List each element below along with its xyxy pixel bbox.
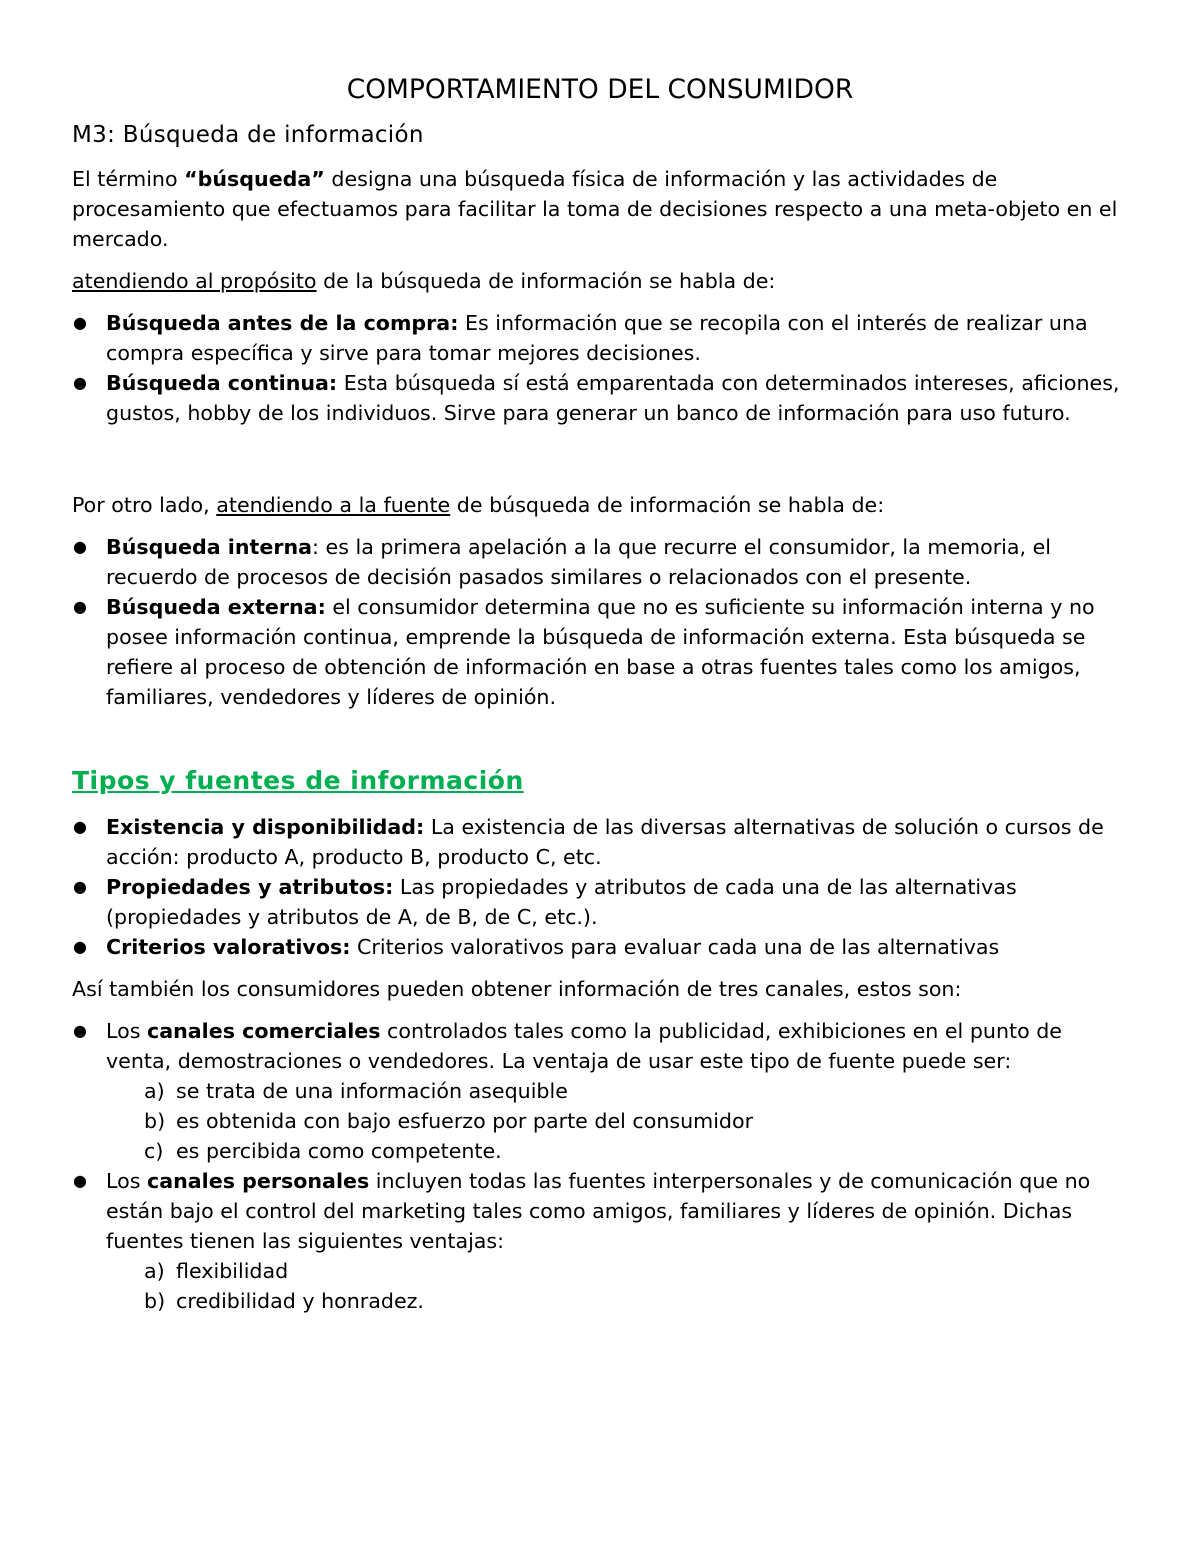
item-text: Las propiedades y atributos de cada una de las alternativas (propiedades y atributos de A, de B, de C, etc.).	[106, 875, 1017, 929]
item-term: Propiedades y atributos:	[106, 875, 394, 899]
bullet-icon: ●	[73, 1021, 87, 1040]
item-text: La existencia de las diversas alternativas de solución o cursos de acción: producto A, producto B, producto C, etc.	[106, 815, 1104, 869]
item-text: flexibilidad	[176, 1259, 289, 1283]
blank-line	[72, 440, 1128, 490]
item-letter: a)	[144, 1079, 165, 1103]
item-term: Criterios valorativos:	[106, 935, 351, 959]
item-term: Búsqueda continua:	[106, 371, 338, 395]
item-term: canales comerciales	[147, 1019, 381, 1043]
bullet-icon: ●	[73, 313, 87, 332]
list-item	[72, 532, 1128, 592]
item-letter: b)	[144, 1289, 166, 1313]
intro-term: “búsqueda”	[184, 167, 325, 191]
purpose-list	[72, 308, 1128, 428]
source-rest: de búsqueda de información se habla de:	[450, 493, 885, 517]
item-term: Búsqueda interna	[106, 535, 313, 559]
source-before: Por otro lado,	[72, 493, 217, 517]
list-item	[144, 1106, 1128, 1136]
channels-list	[72, 1016, 1128, 1316]
types-list	[72, 812, 1128, 962]
list-item	[72, 368, 1128, 428]
intro-before: El término	[72, 167, 185, 191]
list-item	[72, 812, 1128, 872]
item-letter: c)	[144, 1139, 164, 1163]
bullet-icon: ●	[73, 817, 87, 836]
bullet-icon: ●	[73, 937, 87, 956]
item-text: credibilidad y honradez.	[176, 1289, 424, 1313]
bullet-icon: ●	[73, 1171, 87, 1190]
item-text: el consumidor determina que no es suficiente su información interna y no posee información continua, emprende la búsqueda de información externa. Esta búsqueda se refiere al proceso de obtención de información en base a otras fuentes tales como los amigos, familiares, vendedores y líderes de opinión.	[106, 595, 1095, 709]
list-item	[144, 1256, 1128, 1286]
list-item	[144, 1136, 1128, 1166]
module-subtitle: M3: Búsqueda de información	[72, 122, 424, 148]
item-text: es percibida como competente.	[176, 1139, 502, 1163]
item-text: Es información que se recopila con el interés de realizar una compra específica y sirve para tomar mejores decisiones.	[106, 311, 1088, 365]
item-text: Criterios valorativos para evaluar cada una de las alternativas	[350, 935, 1000, 959]
intro-paragraph	[72, 164, 1128, 254]
item-text: se trata de una información asequible	[176, 1079, 568, 1103]
item-text: es obtenida con bajo esfuerzo por parte del consumidor	[176, 1109, 754, 1133]
document-title: COMPORTAMIENTO DEL CONSUMIDOR	[346, 74, 854, 105]
list-item	[72, 872, 1128, 932]
list-item	[72, 308, 1128, 368]
item-text: Esta búsqueda sí está emparentada con determinados intereses, aficiones, gustos, hobby de los individuos. Sirve para generar un banco de información para uso futuro.	[106, 371, 1120, 425]
intro-after: designa una búsqueda física de información y las actividades de procesamiento que efectuamos para facilitar la toma de decisiones respecto a una meta-objeto en el mercado.	[72, 167, 1118, 251]
item-letter: b)	[144, 1109, 166, 1133]
list-item	[144, 1076, 1128, 1106]
bullet-icon: ●	[73, 537, 87, 556]
item-term: canales personales	[147, 1169, 370, 1193]
list-item	[72, 592, 1128, 712]
bullet-icon: ●	[73, 597, 87, 616]
list-item	[72, 1166, 1128, 1316]
item-letter: a)	[144, 1259, 165, 1283]
purpose-intro	[72, 266, 1128, 296]
item-text: : es la primera apelación a la que recurre el consumidor, la memoria, el recuerdo de procesos de decisión pasados similares o relacionados con el presente.	[106, 535, 1051, 589]
purpose-rest: de la búsqueda de información se habla de:	[316, 269, 776, 293]
list-item	[72, 932, 1128, 962]
item-term: Existencia y disponibilidad:	[106, 815, 425, 839]
personal-advantages-list	[106, 1256, 1128, 1316]
bullet-icon: ●	[73, 373, 87, 392]
item-text: incluyen todas las fuentes interpersonales y de comunicación que no están bajo el control del marketing tales como amigos, familiares y líderes de opinión. Dichas fuentes tienen las siguientes ventajas:	[106, 1169, 1091, 1253]
commercial-advantages-list	[106, 1076, 1128, 1166]
item-term: Búsqueda externa:	[106, 595, 326, 619]
list-item	[72, 1016, 1128, 1166]
section-heading: Tipos y fuentes de información	[72, 766, 524, 795]
item-text: controlados tales como la publicidad, exhibiciones en el punto de venta, demostraciones o vendedores. La ventaja de usar este tipo de fuente puede ser:	[106, 1019, 1062, 1073]
source-intro	[72, 490, 1128, 520]
source-list	[72, 532, 1128, 712]
purpose-underlined: atendiendo al propósito	[72, 269, 317, 293]
item-pre: Los	[106, 1019, 147, 1043]
item-term: Búsqueda antes de la compra:	[106, 311, 459, 335]
channels-intro: Así también los consumidores pueden obtener información de tres canales, estos son:	[72, 977, 962, 1001]
blank-line	[72, 724, 1128, 764]
list-item	[144, 1286, 1128, 1316]
bullet-icon: ●	[73, 877, 87, 896]
source-underlined: atendiendo a la fuente	[216, 493, 451, 517]
item-pre: Los	[106, 1169, 147, 1193]
